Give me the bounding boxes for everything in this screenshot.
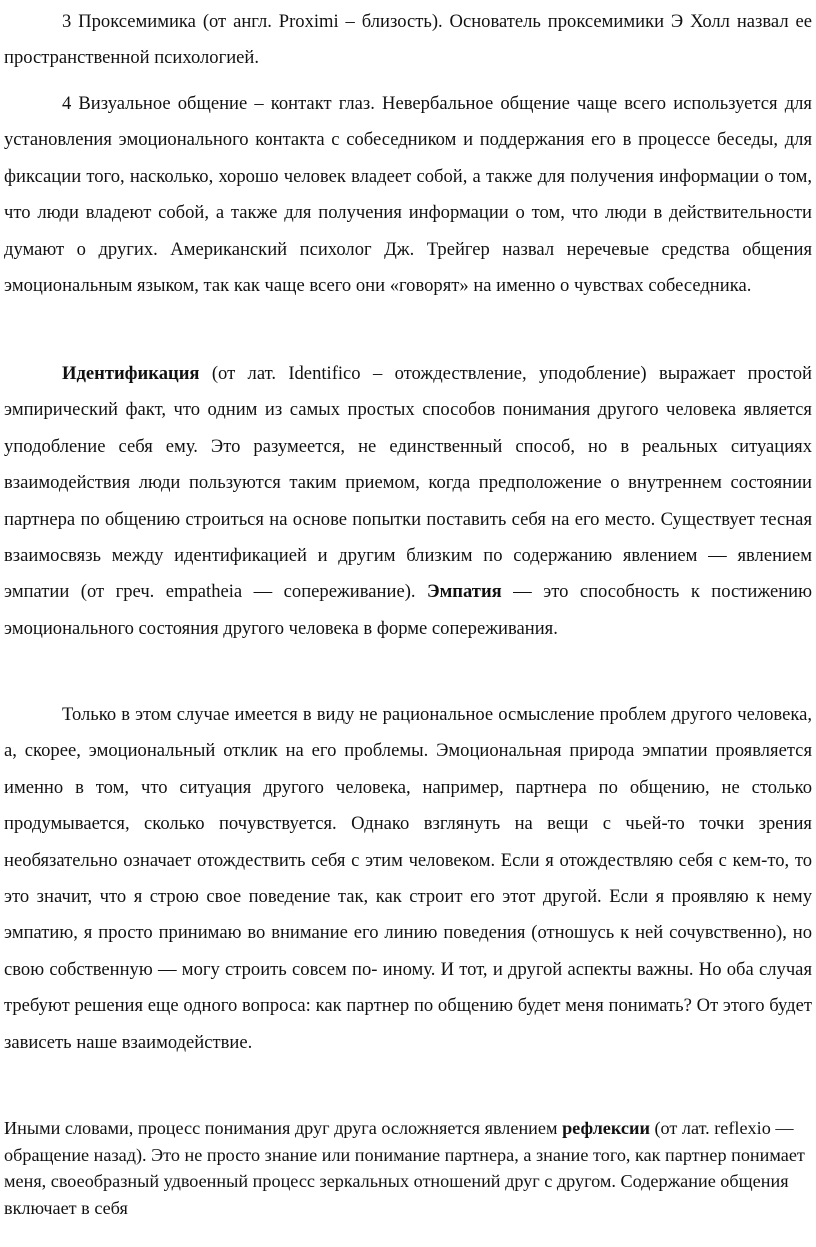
- paragraph-identification: [4, 356, 812, 647]
- term-reflexion: рефлексии: [562, 1118, 650, 1138]
- term-identification: Идентификация: [62, 363, 200, 384]
- paragraph-proxemics: [4, 4, 812, 77]
- paragraph-text: Только в этом случае имеется в виду не рациональное осмысление проблем другого человека, а, скорее, эмоциональный отклик на его проблемы. Эмоциональная природа эмпатии проявляется именно в том, что ситуация другого человека, например, партнера по общению, не столько продумывается, сколько почувствуется. Однако взглянуть на вещи с чьей-то точки зрения необязательно означает отождествить себя с этим человеком. Если я отождествляю себя с кем-то, то это значит, что я строю свое поведение так, как строит его этот другой. Если я проявляю к нему эмпатию, я просто принимаю во внимание его линию поведения (отношусь к ней сочувственно), но свою собственную — могу строить совсем по- иному. И тот, и другой аспекты важны. Но оба случая требуют решения еще одного вопроса: как партнер по общению будет меня понимать? От этого будет зависеть наше взаимодействие.: [4, 704, 812, 1053]
- paragraph-text: (от лат. Identifico – отождествление, уподобление) выражает простой эмпирический факт, что одним из самых простых способов понимания другого человека является уподобление себя ему. Это разумеется, не единственный способ, но в реальных ситуациях взаимодействия люди пользуются таким приемом, когда предположение о внутреннем состоянии партнера по общению строиться на основе попытки поставить себя на его место. Существует тесная взаимосвязь между идентификацией и другим близким по содержанию явлением — явлением эмпатии (от греч. empatheia — сопереживание).: [4, 363, 812, 603]
- term-empathy: Эмпатия: [427, 581, 502, 603]
- paragraph-visual-communication: [4, 86, 812, 304]
- paragraph-text: Иными словами, процесс понимания друг друга осложняется явлением: [4, 1118, 563, 1138]
- paragraph-text: 3 Проксемимика (от англ. Proximi – близость). Основатель проксемимики Э Холл назвал ее пространственной психологией.: [4, 11, 812, 69]
- paragraph-text: (от лат. reflexio — обращение назад). Это не просто знание или понимание партнера, а знание того, как партнер понимает меня, своеобразный удвоенный процесс зеркальных отношений друг с другом. Содержание общения включает в себя: [4, 1118, 805, 1218]
- paragraph-reflexion: [4, 1115, 812, 1221]
- paragraph-text: — это способность к постижению эмоционального состояния другого человека в форме сопереживания.: [4, 581, 812, 639]
- paragraph-empathy-explanation: [4, 697, 812, 1061]
- paragraph-text: 4 Визуальное общение – контакт глаз. Невербальное общение чаще всего используется для установления эмоционального контакта с собеседником и поддержания его в процессе беседы, для фиксации того, насколько, хорошо человек владеет собой, а также для получения информации о том, что люди владеют собой, а также для получения информации о том, что люди в действительности думают о других. Американский психолог Дж. Трейгер назвал неречевые средства общения эмоциональным языком, так как чаще всего они «говорят» на именно о чувствах собеседника.: [4, 93, 812, 297]
